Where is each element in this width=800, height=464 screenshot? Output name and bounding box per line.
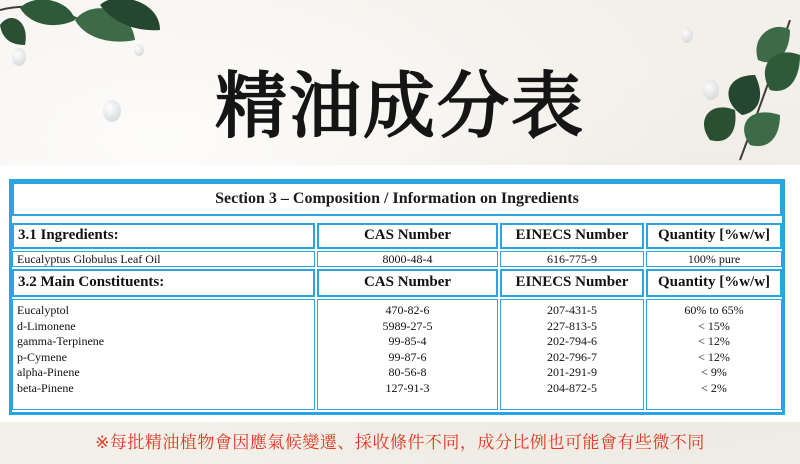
constituent-name: d-Limonene — [17, 318, 76, 333]
constituents-header-einecs: EINECS Number — [500, 269, 644, 297]
constituents-header-name: 3.2 Main Constituents: — [12, 269, 315, 297]
constituent-quantity: < 15% — [698, 318, 730, 333]
constituent-name: alpha-Pinene — [17, 365, 80, 379]
constituent-name: Eucalyptol — [17, 303, 69, 317]
ingredients-header-einecs: EINECS Number — [500, 223, 644, 249]
section-header: Section 3 – Composition / Information on Ingredients — [12, 182, 782, 216]
constituent-einecs: 207-431-5 — [547, 303, 597, 317]
constituent-quantity: < 12% — [698, 349, 730, 364]
constituent-cas: 470-82-6 — [385, 303, 430, 317]
constituent-einecs: 204-872-5 — [547, 380, 597, 395]
constituent-quantity: < 9% — [701, 365, 727, 379]
constituent-cas: 99-85-4 — [388, 334, 427, 348]
constituent-einecs: 202-794-6 — [547, 334, 597, 348]
constituents-header-quantity: Quantity [%w/w] — [646, 269, 782, 297]
ingredient-quantity: 100% pure — [646, 251, 782, 267]
constituent-cas: 5989-27-5 — [382, 318, 433, 333]
constituents-header-cas: CAS Number — [317, 269, 498, 297]
constituent-einecs: 227-813-5 — [547, 318, 597, 333]
constituent-name: gamma-Terpinene — [17, 334, 105, 348]
ingredients-header-name: 3.1 Ingredients: — [12, 223, 315, 249]
constituent-einecs: 201-291-9 — [547, 365, 597, 379]
constituents-cas-column — [317, 299, 498, 410]
ingredients-header-cas: CAS Number — [317, 223, 498, 249]
footnote: ※每批精油植物會因應氣候變遷、採收條件不同，成分比例也可能會有些微不同 — [95, 433, 705, 453]
ingredient-name: Eucalyptus Globulus Leaf Oil — [12, 251, 315, 267]
constituent-name: p-Cymene — [17, 349, 67, 364]
ingredient-cas: 8000-48-4 — [317, 251, 498, 267]
constituent-name: beta-Pinene — [17, 380, 74, 395]
constituent-quantity: < 12% — [698, 334, 730, 348]
ingredients-header-quantity: Quantity [%w/w] — [646, 223, 782, 249]
page-title: 精油成分表 — [214, 64, 585, 148]
ingredient-einecs: 616-775-9 — [500, 251, 644, 267]
constituent-cas: 80-56-8 — [388, 365, 427, 379]
constituent-cas: 99-87-6 — [388, 349, 427, 364]
constituents-name-column — [12, 299, 315, 410]
constituent-quantity: 60% to 65% — [684, 303, 744, 317]
constituent-einecs: 202-796-7 — [547, 349, 597, 364]
constituent-quantity: < 2% — [701, 380, 727, 395]
constituents-quantity-column — [646, 299, 782, 410]
constituents-einecs-column — [500, 299, 644, 410]
constituent-cas: 127-91-3 — [385, 380, 430, 395]
water-drop-icon — [681, 27, 693, 43]
